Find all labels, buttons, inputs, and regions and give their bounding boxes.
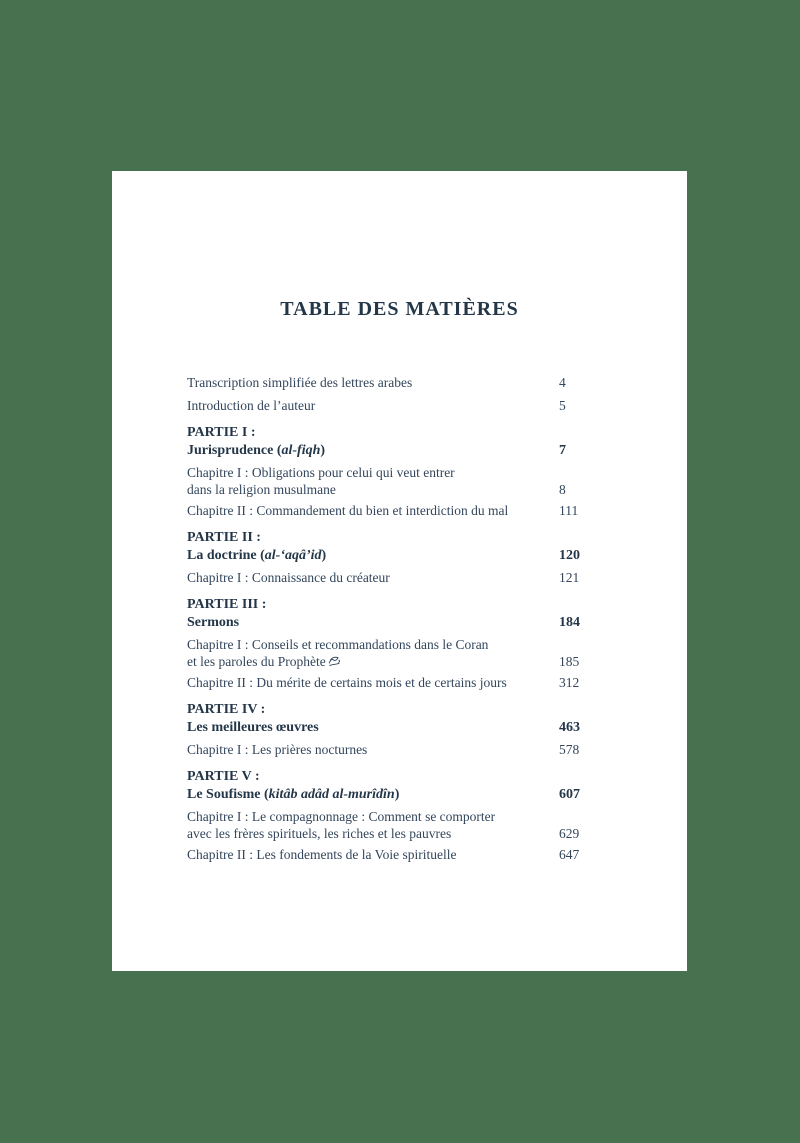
- chapter-label: Chapitre II : Commandement du bien et interdiction du mal: [187, 503, 509, 518]
- section-title-text: Jurisprudence (: [187, 443, 282, 458]
- section-title-italic: kitâb adâd al-murîdîn: [268, 787, 395, 802]
- table-of-contents: [187, 374, 667, 863]
- chapter-label: Chapitre II : Les fondements de la Voie spirituelle: [187, 847, 457, 862]
- entry-page-number: 4: [559, 375, 566, 390]
- entry-label: Introduction de l’auteur: [187, 398, 316, 413]
- section-title-row: [187, 442, 667, 460]
- document-page: [112, 171, 687, 971]
- chapter-label: [187, 654, 341, 669]
- section-title-text: ): [320, 443, 326, 458]
- chapter-entry: [187, 741, 667, 758]
- section-page-number: 607: [559, 787, 580, 802]
- chapter-entry: [187, 464, 667, 498]
- section-title-row: [187, 719, 667, 737]
- entry-label: Transcription simplifiée des lettres arabes: [187, 375, 413, 390]
- section-title-text: Les meilleures œuvres: [187, 720, 319, 735]
- section-title: [187, 615, 239, 630]
- part-label: PARTIE V :: [187, 769, 260, 784]
- chapter-line: [187, 464, 667, 481]
- section-title-text: ): [321, 548, 327, 563]
- section-title-text: La doctrine (: [187, 548, 265, 563]
- part-label: PARTIE III :: [187, 597, 267, 612]
- chapter-entry: [187, 569, 667, 586]
- chapter-label: Chapitre I : Obligations pour celui qui veut entrer: [187, 465, 455, 480]
- chapter-line: [187, 653, 667, 670]
- part-label: PARTIE IV :: [187, 702, 266, 717]
- section-title: [187, 443, 325, 458]
- section-title-text: Le Soufisme (: [187, 787, 269, 802]
- chapter-line: [187, 502, 667, 519]
- section-title: [187, 720, 319, 735]
- toc-section-4: [187, 701, 667, 758]
- page-title: TABLE DES MATIÈRES: [280, 298, 519, 320]
- chapter-line: [187, 741, 667, 758]
- toc-entry: [187, 374, 667, 391]
- chapter-line: [187, 808, 667, 825]
- chapter-entry: [187, 674, 667, 691]
- chapter-page-number: 121: [559, 570, 580, 585]
- chapter-label: Chapitre II : Du mérite de certains mois et de certains jours: [187, 675, 507, 690]
- toc-section-1: [187, 424, 667, 519]
- chapter-label: Chapitre I : Conseils et recommandations dans le Coran: [187, 637, 489, 652]
- chapter-label-text: et les paroles du Prophète: [187, 654, 326, 669]
- section-title-text: ): [394, 787, 400, 802]
- toc-section-5: [187, 768, 667, 863]
- toc-section-3: [187, 596, 667, 691]
- chapter-label: Chapitre I : Connaissance du créateur: [187, 570, 390, 585]
- section-title-row: [187, 614, 667, 632]
- chapter-page-number: 629: [559, 826, 580, 841]
- chapter-page-number: 312: [559, 675, 580, 690]
- chapter-line: [187, 674, 667, 691]
- chapter-entry: [187, 846, 667, 863]
- front-matter: [187, 374, 667, 414]
- chapter-page-number: 8: [559, 482, 566, 497]
- entry-page-number: 5: [559, 398, 566, 413]
- section-title: [187, 548, 326, 563]
- chapter-entry: [187, 502, 667, 519]
- chapter-entry: [187, 636, 667, 670]
- chapter-page-number: 185: [559, 654, 580, 669]
- toc-entry: [187, 397, 667, 414]
- section-title-italic: al-fiqh: [281, 443, 321, 458]
- chapter-line: [187, 636, 667, 653]
- section-title-text: Sermons: [187, 615, 240, 630]
- section-page-number: 184: [559, 615, 580, 630]
- chapter-label: avec les frères spirituels, les riches et les pauvres: [187, 826, 452, 841]
- section-page-number: 120: [559, 548, 580, 563]
- chapter-page-number: 111: [559, 503, 579, 518]
- part-label: PARTIE II :: [187, 530, 261, 545]
- toc-section-2: [187, 529, 667, 586]
- chapter-line: [187, 846, 667, 863]
- chapter-line: [187, 481, 667, 498]
- part-label: PARTIE I :: [187, 425, 256, 440]
- section-title-row: [187, 547, 667, 565]
- chapter-label: Chapitre I : Les prières nocturnes: [187, 742, 368, 757]
- chapter-page-number: 578: [559, 742, 580, 757]
- prophet-salutation-icon: [328, 655, 341, 667]
- chapter-line: [187, 569, 667, 586]
- section-page-number: 7: [559, 443, 566, 458]
- chapter-page-number: 647: [559, 847, 580, 862]
- chapter-line: [187, 825, 667, 842]
- chapter-entry: [187, 808, 667, 842]
- chapter-label: Chapitre I : Le compagnonnage : Comment se comporter: [187, 809, 496, 824]
- chapter-label: dans la religion musulmane: [187, 482, 336, 497]
- section-title-row: [187, 786, 667, 804]
- section-page-number: 463: [559, 720, 580, 735]
- section-title: [187, 787, 399, 802]
- section-title-italic: al-‘aqâ’id: [264, 548, 322, 563]
